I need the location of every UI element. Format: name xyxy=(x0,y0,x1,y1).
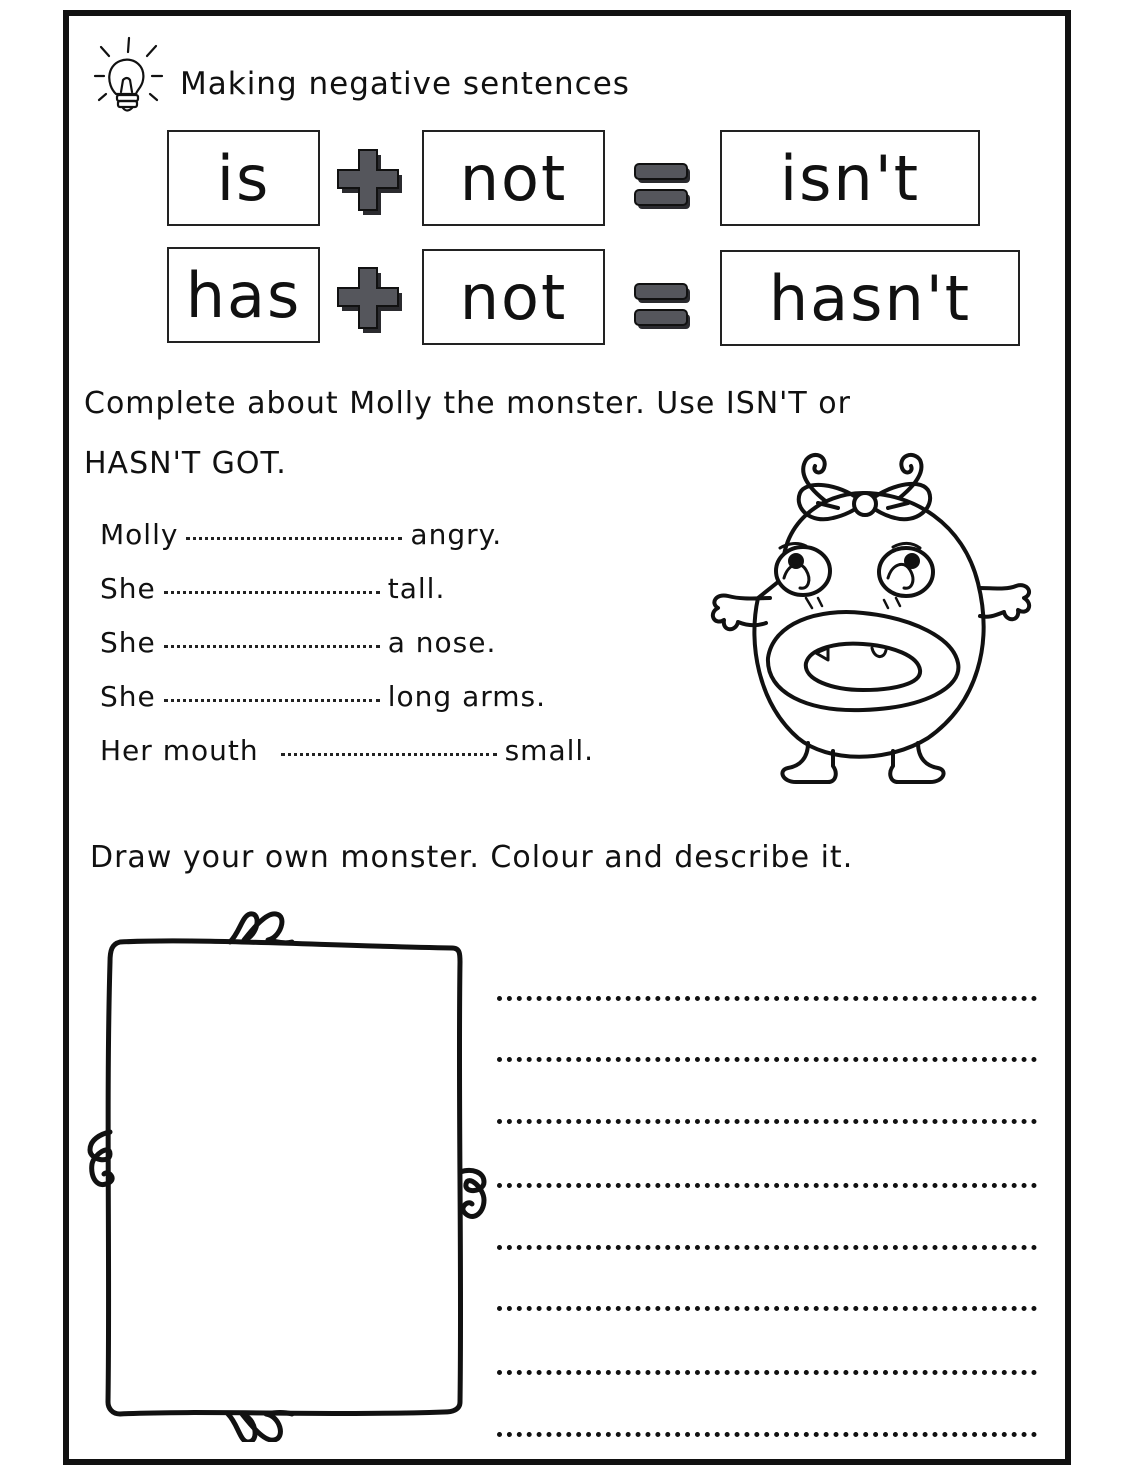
sentence-start: Molly xyxy=(100,518,179,551)
answer-blank[interactable] xyxy=(164,645,380,648)
word-not: not xyxy=(459,141,568,215)
sentence-1 xyxy=(100,518,502,551)
sentence-start: She xyxy=(100,572,156,605)
answer-blank[interactable] xyxy=(281,753,497,756)
sentence-5 xyxy=(100,734,594,767)
word-hasnt: hasn't xyxy=(768,261,972,335)
sentence-end: small. xyxy=(504,734,595,767)
word-box-hasnt xyxy=(720,250,1020,346)
word-box-is xyxy=(167,130,320,226)
equals-icon xyxy=(630,158,694,220)
sentence-start: She xyxy=(100,626,156,659)
answer-blank[interactable] xyxy=(164,591,380,594)
sentence-start: She xyxy=(100,680,156,713)
exercise-instruction-line2: HASN'T GOT. xyxy=(84,446,287,481)
sentence-4 xyxy=(100,680,546,713)
word-not: not xyxy=(459,260,568,334)
writing-line[interactable] xyxy=(497,1245,1037,1250)
lightbulb-icon xyxy=(92,32,170,116)
writing-line[interactable] xyxy=(497,1119,1037,1124)
word-box-not-1 xyxy=(422,130,605,226)
word-has: has xyxy=(185,258,302,332)
answer-blank[interactable] xyxy=(164,699,380,702)
answer-blank[interactable] xyxy=(186,537,402,540)
word-box-isnt xyxy=(720,130,980,226)
writing-line[interactable] xyxy=(497,1057,1037,1062)
sentence-end: tall. xyxy=(387,572,446,605)
word-is: is xyxy=(216,141,271,215)
word-box-has xyxy=(167,247,320,343)
equals-icon xyxy=(630,278,694,340)
word-isnt: isn't xyxy=(779,141,921,215)
sentence-end: long arms. xyxy=(387,680,547,713)
plus-icon xyxy=(330,142,408,222)
sentence-end: angry. xyxy=(410,518,503,551)
monster-illustration xyxy=(688,448,1033,793)
sentence-start: Her mouth xyxy=(100,734,259,767)
word-box-not-2 xyxy=(422,249,605,345)
writing-line[interactable] xyxy=(497,1432,1037,1437)
writing-line[interactable] xyxy=(497,1306,1037,1311)
exercise-instruction-line1: Complete about Molly the monster. Use ISN'T or xyxy=(84,386,851,421)
sentence-2 xyxy=(100,572,445,605)
sentence-end: a nose. xyxy=(387,626,497,659)
writing-line[interactable] xyxy=(497,996,1037,1001)
page-title: Making negative sentences xyxy=(180,66,630,102)
plus-icon xyxy=(330,260,408,340)
writing-line[interactable] xyxy=(497,1183,1037,1188)
writing-line[interactable] xyxy=(497,1370,1037,1375)
drawing-instruction: Draw your own monster. Colour and describe it. xyxy=(90,840,854,875)
drawing-frame[interactable] xyxy=(80,902,500,1442)
sentence-3 xyxy=(100,626,496,659)
